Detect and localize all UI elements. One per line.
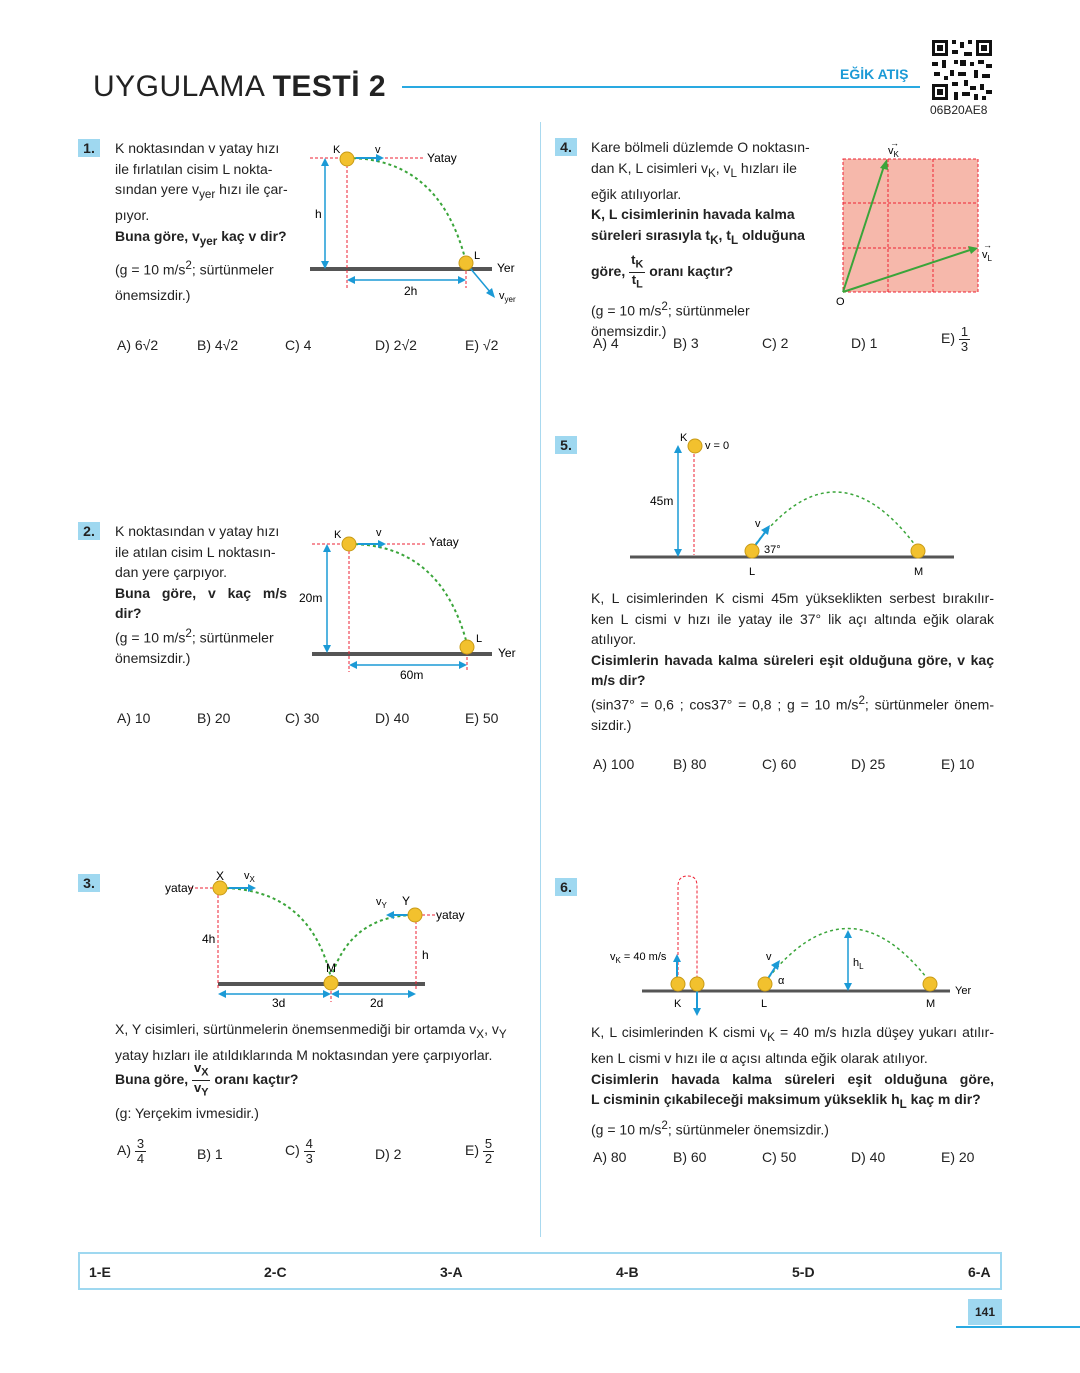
question-3-option-c[interactable]: C) $\frac{4}{3}$ (285, 1136, 313, 1166)
label-k: K (680, 432, 688, 444)
label-k: K (674, 998, 682, 1010)
label-v0: v = 0 (705, 440, 730, 452)
question-prompt: m/s dir? (591, 672, 646, 688)
question-2-number: 2. (78, 522, 100, 540)
question-2-option-c[interactable]: C) 30 (285, 710, 320, 726)
question-1-option-a[interactable]: A) 6√2 (117, 337, 159, 353)
ratio-fraction: $\frac{t_K}{t_L}$ (631, 252, 644, 291)
text-line: eğik atılıyorlar. (591, 185, 682, 202)
question-3-text (115, 1019, 525, 1066)
impact-velocity-arrow (470, 268, 491, 293)
question-4-number: 4. (555, 138, 577, 156)
label-h: h (315, 207, 322, 221)
question-6-option-c[interactable]: C) 50 (762, 1149, 797, 1165)
question-5-option-e[interactable]: E) 10 (941, 756, 975, 772)
label-width: 2h (404, 284, 418, 298)
label-yer: Yer (955, 985, 972, 997)
text-line: dan yere çarpıyor. (115, 564, 228, 580)
trajectory (349, 544, 467, 644)
label-45m: 45m (650, 494, 674, 508)
question-5-option-d[interactable]: D) 25 (851, 756, 886, 772)
question-3-number: 3. (78, 874, 100, 892)
label-m: M (914, 566, 924, 578)
label-yatay-2: yatay (436, 908, 465, 922)
label-k: K (333, 144, 341, 156)
label-l: L (474, 250, 481, 262)
text-line: ile fırlatılan cisim L nokta- (115, 160, 273, 177)
header-rule (402, 86, 920, 88)
question-note: (g = 10 $m/s^2$; sürtünmeler önemsizdir.) (591, 1118, 829, 1138)
question-prompt: Buna göre, v kaç m/s (115, 584, 287, 601)
answer-5: 5-D (792, 1264, 815, 1280)
label-v: v (375, 144, 381, 156)
label-2d: 2d (370, 996, 384, 1010)
answer-6: 6-A (968, 1264, 991, 1280)
text-line: ken L cismi v hızı ile yatay ile 37° lik açı altında eğik olarak (591, 610, 994, 627)
question-2-option-b[interactable]: B) 20 (197, 710, 231, 726)
label-vyer: $v_{yer}$ (499, 290, 516, 304)
qr-code-icon (930, 38, 994, 102)
trajectory-y (331, 915, 414, 978)
text-line: dan K, L cisimleri $v_K$, $v_L$ hızları ile (591, 159, 797, 180)
answer-2: 2-C (264, 1264, 287, 1280)
label-v: v (766, 951, 772, 963)
topic-label: EĞİK ATIŞ (840, 66, 909, 82)
question-6-text (591, 1022, 994, 1140)
svg-text:→: → (890, 140, 899, 148)
question-1-number: 1. (78, 139, 100, 157)
ball-l (758, 977, 772, 991)
answer-1: 1-E (89, 1264, 111, 1280)
question-1-option-c[interactable]: C) 4 (285, 337, 312, 353)
question-prompt: dir? (115, 605, 142, 621)
question-6-option-e[interactable]: E) 20 (941, 1149, 975, 1165)
text-line: pıyor. (115, 207, 150, 224)
question-note: (g = 10 $m/s^2$; sürtünmeler (115, 259, 274, 278)
label-angle: 37° (764, 544, 781, 556)
text-line: ile atılan cisim L noktasın- (115, 543, 276, 560)
text-line: sından yere $v_{yer}$ hızı ile çar- (115, 181, 288, 201)
text-line: atılıyor. (591, 631, 637, 647)
question-3-figure (160, 866, 480, 1014)
label-width: 60m (400, 668, 424, 682)
label-4h: 4h (202, 932, 216, 946)
page-title (93, 70, 386, 104)
label-hl: $h_L$ (853, 957, 864, 971)
title-light: UYGULAMA (93, 70, 273, 103)
question-6-option-a[interactable]: A) 80 (593, 1149, 627, 1165)
label-vx: $v_X$ (244, 870, 255, 884)
label-l: L (761, 998, 768, 1010)
question-3-note: (g: Yerçekim ivmesidir.) (115, 1105, 259, 1121)
label-m: M (926, 998, 936, 1010)
title-bold: TESTİ 2 (272, 70, 387, 103)
ball-y (408, 908, 422, 922)
label-m: M (326, 961, 336, 975)
question-4-figure (830, 140, 1000, 310)
question-4-option-e[interactable]: E) $\frac{1}{3}$ (941, 324, 969, 354)
question-3-option-d[interactable]: D) 2 (375, 1146, 402, 1162)
label-yatay-1: yatay (165, 881, 194, 895)
question-note: önemsizdir.) (115, 287, 191, 304)
label-yer: Yer (498, 646, 516, 660)
ball-l (460, 640, 474, 654)
question-1-option-d[interactable]: D) 2√2 (375, 337, 417, 353)
question-3-option-e[interactable]: E) $\frac{5}{2}$ (465, 1136, 493, 1166)
label-yer: Yer (497, 261, 515, 275)
text-line: K noktasından v yatay hızı (115, 140, 280, 156)
question-2-figure (296, 524, 530, 684)
label-h: h (422, 948, 429, 962)
label-vy: $v_Y$ (376, 896, 387, 910)
text-line: X, Y cisimleri, sürtünmelerin önemsenmediği bir ortamda $v_X$, $v_Y$ (115, 1021, 507, 1041)
question-1-figure (300, 140, 530, 305)
column-separator (540, 122, 541, 1237)
answer-4: 4-B (616, 1264, 639, 1280)
ball-x (213, 881, 227, 895)
label-vl: $v_L$ (982, 249, 992, 263)
label-yatay: Yatay (429, 535, 459, 549)
label-x: X (216, 869, 225, 883)
page-footer-rule (956, 1326, 1080, 1328)
question-4-option-a[interactable]: A) 4 (593, 335, 619, 351)
question-prompt: göre, $\frac{t_K}{t_L}$ oranı kaçtır? (591, 252, 734, 291)
question-4-option-d[interactable]: D) 1 (851, 335, 878, 351)
answer-key-box (78, 1252, 1002, 1290)
question-6-number: 6. (555, 878, 577, 896)
question-4-text (591, 137, 821, 342)
label-v: v (376, 527, 382, 539)
question-2-text (115, 521, 287, 668)
question-prompt: süreleri sırasıyla $t_K$, $t_L$ olduğuna (591, 226, 805, 247)
ball-k-down (690, 977, 704, 991)
question-prompt: Cisimlerin havada kalma süreleri eşit olduğuna göre, v kaç (591, 651, 994, 668)
grid-background (843, 159, 978, 292)
ball-m (923, 977, 937, 991)
question-3-option-b[interactable]: B) 1 (197, 1146, 223, 1162)
question-2-option-d[interactable]: D) 40 (375, 710, 410, 726)
text-line: Kare bölmeli düzlemde O noktasın- (591, 139, 810, 155)
text-line: yatay hızları ile atıldıklarında M noktasından yere çarpıyorlar. (115, 1047, 493, 1064)
question-prompt: K, L cisimlerinin havada kalma (591, 206, 795, 223)
label-3d: 3d (272, 996, 286, 1010)
question-5-number: 5. (555, 436, 577, 454)
question-1-text (115, 138, 297, 306)
trajectory (752, 492, 918, 549)
label-v: v (755, 518, 761, 530)
label-vk: $v_K$ (888, 145, 899, 159)
question-6-option-d[interactable]: D) 40 (851, 1149, 886, 1165)
question-note: (g = 10 $m/s^2$; sürtünmeler (115, 626, 274, 646)
question-4-option-c[interactable]: C) 2 (762, 335, 789, 351)
question-2-option-a[interactable]: A) 10 (117, 710, 151, 726)
page-number: 141 (968, 1299, 1002, 1325)
question-prompt: Cisimlerin havada kalma süreleri eşit olduğuna göre, (591, 1070, 994, 1087)
question-prompt: L cisminin çıkabileceği maksimum yükseklik $h_L$ kaç m dir? (591, 1091, 981, 1112)
ball-k-up (671, 977, 685, 991)
vertical-trajectory (678, 876, 697, 980)
ball-k (340, 152, 354, 166)
question-prompt: Buna göre, $v_{yer}$ kaç v dir? (115, 227, 287, 248)
ball-l (745, 544, 759, 558)
label-y: Y (402, 894, 411, 908)
question-1-option-b[interactable]: B) 4√2 (197, 337, 239, 353)
question-5-figure (620, 425, 965, 585)
trajectory-x (220, 888, 331, 978)
question-5-option-c[interactable]: C) 60 (762, 756, 797, 772)
question-6-figure (600, 870, 990, 1018)
ball-m (911, 544, 925, 558)
question-3-option-a[interactable]: A) $\frac{3}{4}$ (117, 1136, 145, 1166)
svg-text:→: → (983, 240, 992, 250)
qr-code-label: 06B20AE8 (930, 103, 988, 117)
text-line: ken L cismi v hızı ile α açısı altında eğik olarak atılıyor. (591, 1050, 928, 1067)
label-alpha: α (778, 975, 785, 987)
label-o: O (836, 296, 845, 308)
ball-m (324, 976, 338, 990)
text-line: K noktasından v yatay hızı (115, 523, 280, 539)
trajectory (347, 158, 466, 262)
ball-l (459, 256, 473, 270)
question-note: sizdir.) (591, 716, 632, 733)
question-4-option-b[interactable]: B) 3 (673, 335, 699, 351)
question-5-option-a[interactable]: A) 100 (593, 756, 635, 772)
answer-3: 3-A (440, 1264, 463, 1280)
label-l: L (476, 633, 483, 645)
question-note: önemsizdir.) (115, 649, 191, 666)
question-5-text (591, 588, 994, 735)
question-2-option-e[interactable]: E) 50 (465, 710, 499, 726)
text-line: K, L cisimlerinden K cismi $v_K = 40$ m/s hızla düşey yukarı atılır- (591, 1024, 994, 1044)
text-line: K, L cisimlerinden K cismi 45m yükseklikten serbest bırakılır- (591, 590, 994, 606)
label-yatay: Yatay (427, 151, 457, 165)
ball-k (688, 439, 702, 453)
question-1-option-e[interactable]: E) √2 (465, 337, 499, 353)
label-vk: $v_K = 40$ m/s (610, 951, 667, 965)
question-note: (sin37° = 0,6 ; cos37° = 0,8 ; g = 10 $m/s^2$; sürtünmeler önem- (591, 693, 994, 713)
question-3-prompt: Buna göre, $\frac{v_X}{v_Y}$ oranı kaçtır? (115, 1060, 299, 1099)
question-6-option-b[interactable]: B) 60 (673, 1149, 707, 1165)
ratio-fraction: $\frac{v_X}{v_Y}$ (194, 1060, 209, 1099)
question-note: (g = 10 $m/s^2$; sürtünmeler önemsizdir.) (591, 300, 750, 340)
label-k: K (334, 529, 342, 541)
ball-k (342, 537, 356, 551)
label-l: L (749, 566, 756, 578)
question-5-option-b[interactable]: B) 80 (673, 756, 707, 772)
label-h: 20m (299, 591, 323, 605)
